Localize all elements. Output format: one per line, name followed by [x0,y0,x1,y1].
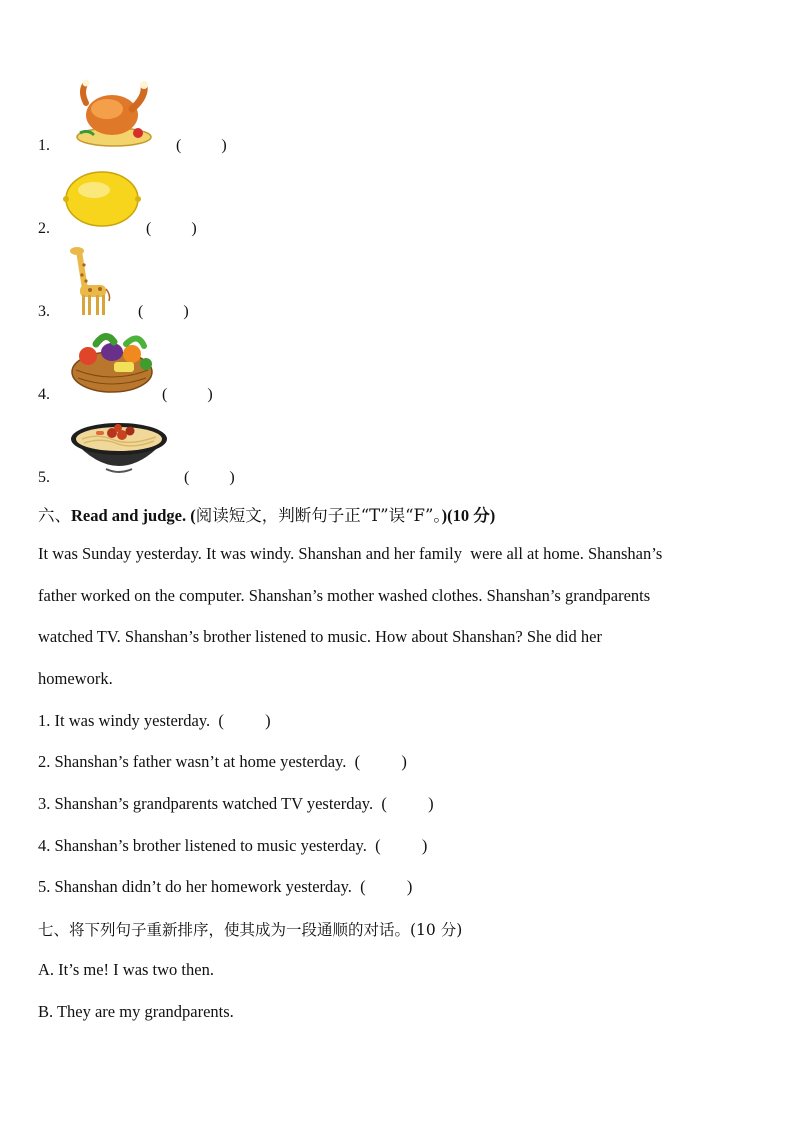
passage-line: homework. [38,669,113,688]
dialogue-option-b: B. They are my grandparents. [38,1002,234,1021]
question-text: 4. Shanshan’s brother listened to music yesterday. [38,836,367,855]
roast-chicken-icon [74,79,154,149]
answer-blank[interactable]: ( ) [184,469,235,486]
judge-question-1 [38,711,271,731]
picture-item-3 [38,241,298,321]
answer-blank[interactable]: ( ) [176,137,227,154]
question-text: 1. It was windy yesterday. [38,711,211,730]
noodle-bowl-icon [68,413,170,483]
passage-line: It was Sunday yesterday. It was windy. Shanshan and her family were all at home. Shanshan’s [38,544,663,563]
item-number: 2. [38,220,50,237]
section6-heading [38,502,495,526]
lemon-icon [62,168,142,230]
answer-blank[interactable]: ( ) [351,877,413,896]
answer-blank[interactable]: ( ) [373,794,434,813]
picture-item-4 [38,324,298,404]
section6-heading-cn: 阅读短文，判断句子正“T”误“F”。 [195,506,442,525]
vegetable-basket-icon [68,330,154,396]
dialogue-option-a: A. It’s me! I was two then. [38,960,214,979]
answer-blank[interactable]: ( ) [146,220,197,237]
judge-question-2 [38,752,407,772]
answer-blank[interactable]: ( ) [366,836,428,855]
judge-question-4 [38,836,427,856]
giraffe-icon [68,245,112,317]
passage-line: father worked on the computer. Shanshan’s mother washed clothes. Shanshan’s grandparents [38,586,651,605]
section7-heading: 七、将下列句子重新排序，使其成为一段通顺的对话。(10 分) [38,921,463,939]
picture-item-1 [38,75,298,155]
item-number: 5. [38,469,50,486]
question-text: 5. Shanshan didn’t do her homework yesterday. [38,877,352,896]
judge-question-3 [38,794,434,814]
answer-blank[interactable]: ( ) [346,752,407,771]
picture-item-5 [38,407,298,487]
section6-heading-suffix: )(10 分) [441,506,496,525]
section6-heading-en: Read and judge. ( [71,506,196,525]
answer-blank[interactable]: ( ) [210,711,271,730]
picture-item-2 [38,158,298,238]
answer-blank[interactable]: ( ) [138,303,189,320]
judge-question-5 [38,877,412,897]
answer-blank[interactable]: ( ) [162,386,213,403]
question-text: 2. Shanshan’s father wasn’t at home yesterday. [38,752,347,771]
item-number: 4. [38,386,50,403]
section6-heading-prefix: 六、 [38,506,71,525]
item-number: 1. [38,137,50,154]
question-text: 3. Shanshan’s grandparents watched TV yesterday. [38,794,374,813]
item-number: 3. [38,303,50,320]
passage-line: watched TV. Shanshan’s brother listened to music. How about Shanshan? She did her [38,627,602,646]
